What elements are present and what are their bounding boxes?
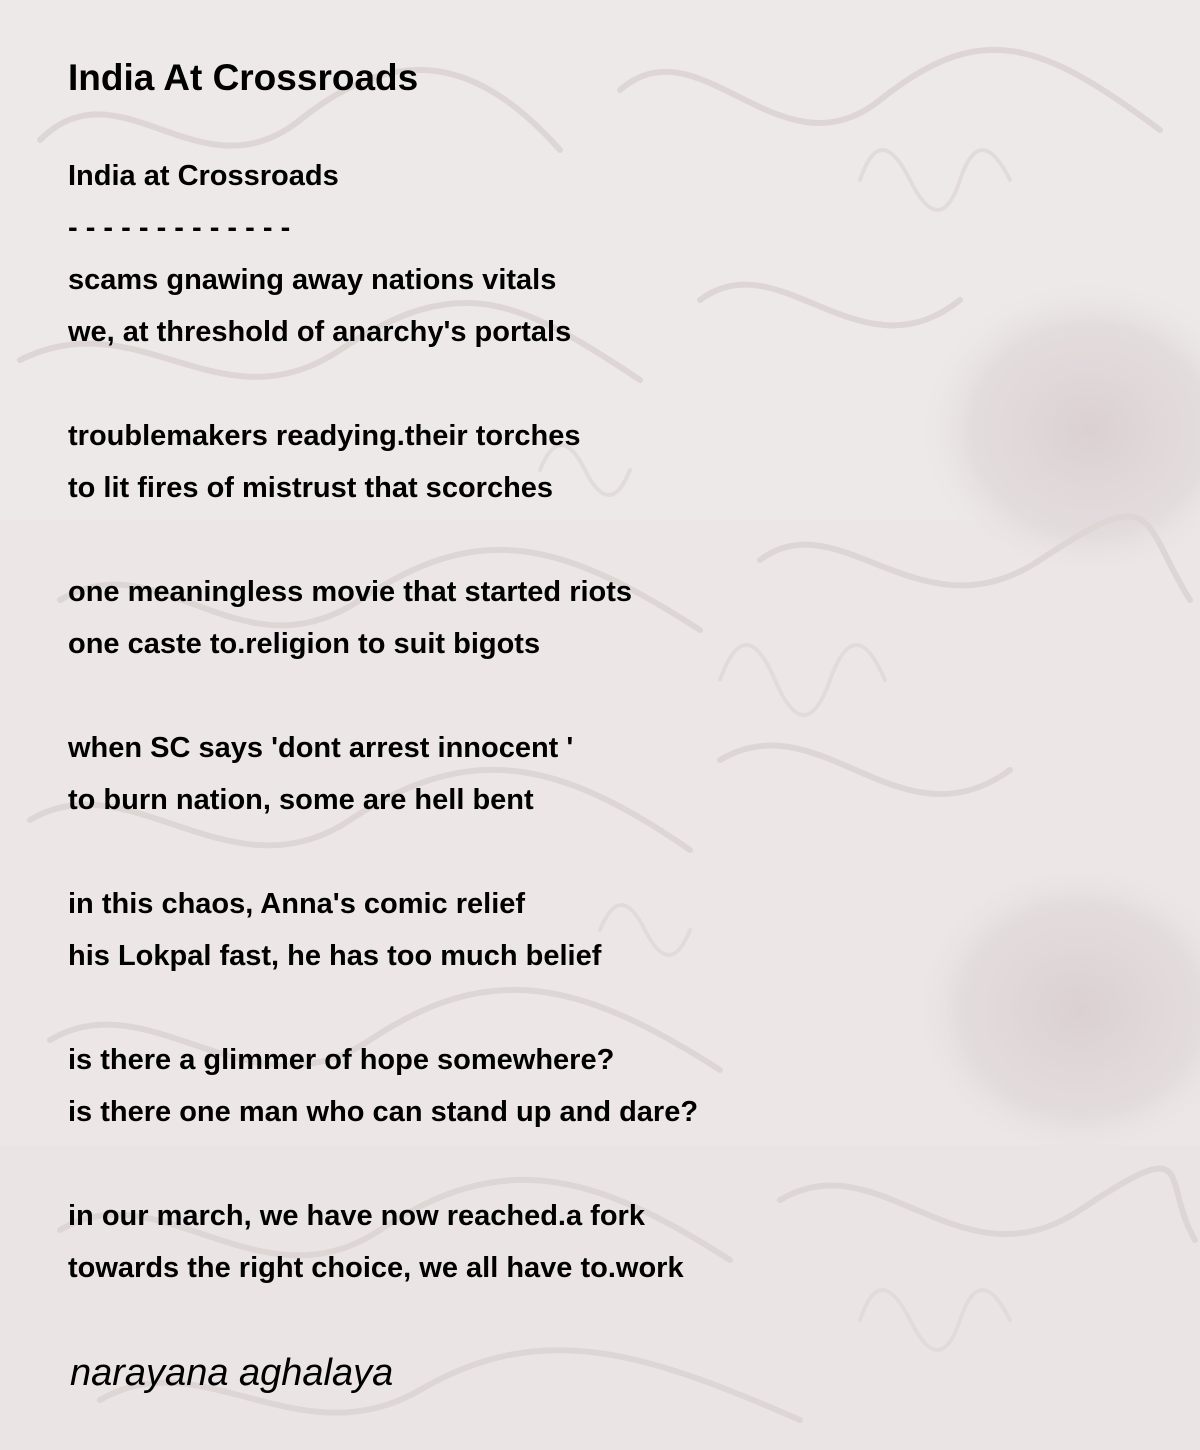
poem-line: India at Crossroads [68, 160, 339, 192]
poem-line: one caste to.religion to suit bigots [68, 628, 541, 660]
poem-line: one meaningless movie that started riots [68, 576, 633, 608]
poem-line: scams gnawing away nations vitals [68, 264, 557, 296]
poem-line: to burn nation, some are hell bent [68, 784, 534, 816]
poem-line: - - - - - - - - - - - - - [68, 212, 291, 244]
stanza-break [68, 826, 698, 878]
poem-author: narayana aghalaya [70, 1352, 394, 1394]
poem-line: to lit fires of mistrust that scorches [68, 472, 554, 504]
poem-body [68, 150, 698, 1294]
poem-line: in our march, we have now reached.a fork [68, 1200, 645, 1232]
poem-line: we, at threshold of anarchy's portals [68, 316, 572, 348]
stanza-break [68, 1138, 698, 1190]
poem-line: in this chaos, Anna's comic relief [68, 888, 526, 920]
poem-line: when SC says 'dont arrest innocent ' [68, 732, 574, 764]
poem-line: is there a glimmer of hope somewhere? [68, 1044, 615, 1076]
poem-line: troublemakers readying.their torches [68, 420, 581, 452]
poem-line: his Lokpal fast, he has too much belief [68, 940, 602, 972]
stanza-break [68, 514, 698, 566]
poem-line: towards the right choice, we all have to.work [68, 1252, 684, 1284]
stanza-break [68, 358, 698, 410]
stanza-break [68, 670, 698, 722]
poem-line: is there one man who can stand up and dare? [68, 1096, 699, 1128]
stanza-break [68, 982, 698, 1034]
poem-title: India At Crossroads [68, 57, 419, 98]
